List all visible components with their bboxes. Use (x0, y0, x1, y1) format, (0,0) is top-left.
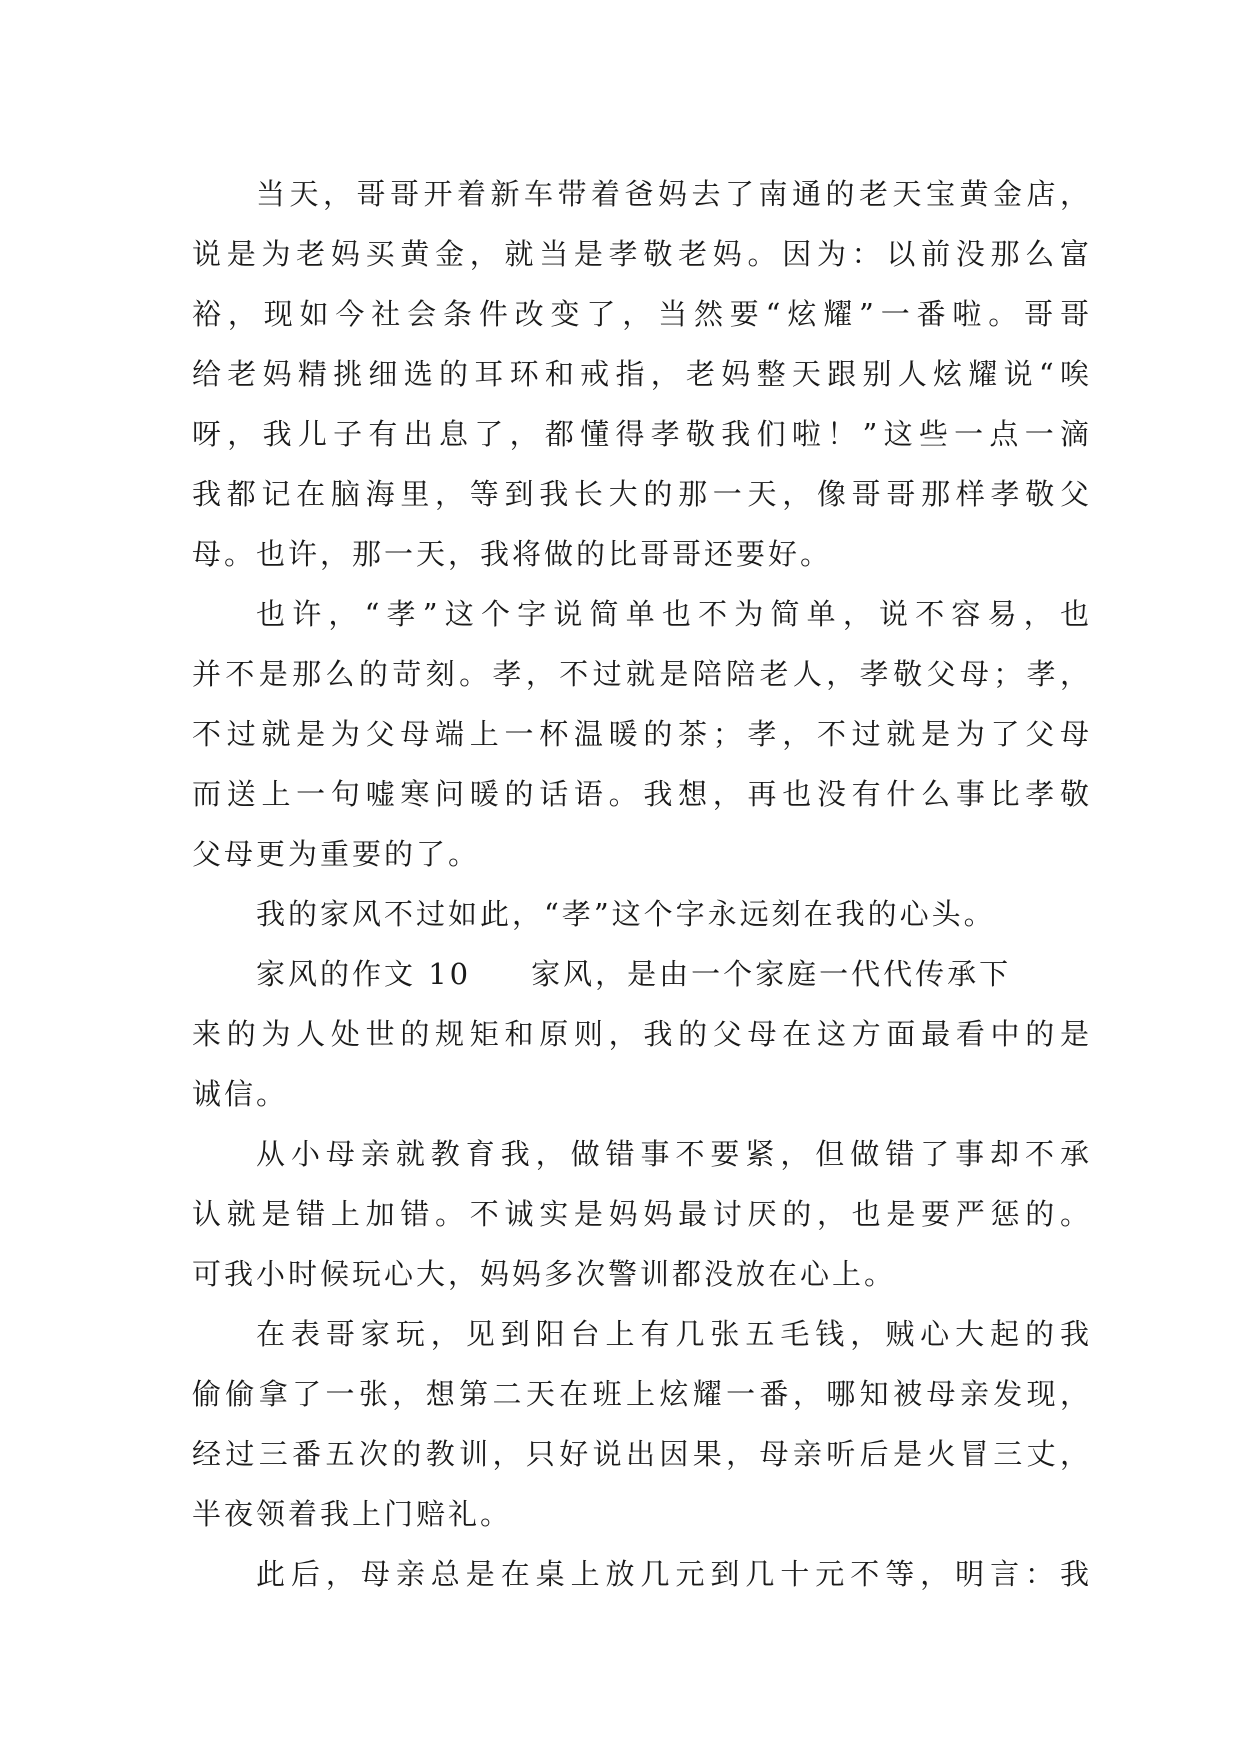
text-line: 不过就是为父母端上一杯温暖的茶；孝，不过就是为了父母 (192, 717, 1092, 751)
text-line-continuation: 家风，是由一个家庭一代代传承下 (531, 957, 1012, 991)
text-line: 而送上一句嘘寒问暖的话语。我想，再也没有什么事比孝敬 (192, 777, 1092, 811)
text-line: 经过三番五次的教训，只好说出因果，母亲听后是火冒三丈， (192, 1437, 1092, 1471)
text-line: 从小母亲就教育我，做错事不要紧，但做错了事却不承 (256, 1137, 1092, 1171)
text-line: 在表哥家玩，见到阳台上有几张五毛钱，贼心大起的我 (256, 1317, 1092, 1351)
text-line: 母。也许，那一天，我将做的比哥哥还要好。 (192, 537, 833, 571)
text-line: 呀，我儿子有出息了，都懂得孝敬我们啦！”这些一点一滴 (192, 417, 1092, 451)
text-line: 来的为人处世的规矩和原则，我的父母在这方面最看中的是 (192, 1017, 1092, 1051)
text-line: 此后，母亲总是在桌上放几元到几十元不等，明言：我 (256, 1557, 1092, 1591)
text-line: 当天，哥哥开着新车带着爸妈去了南通的老天宝黄金店， (256, 177, 1092, 211)
text-line: 裕，现如今社会条件改变了，当然要“炫耀”一番啦。哥哥 (192, 297, 1092, 331)
text-line: 给老妈精挑细选的耳环和戒指，老妈整天跟别人炫耀说“唉 (192, 357, 1092, 391)
text-line: 我都记在脑海里，等到我长大的那一天，像哥哥那样孝敬父 (192, 477, 1092, 511)
text-line: 偷偷拿了一张，想第二天在班上炫耀一番，哪知被母亲发现， (192, 1377, 1092, 1411)
text-line: 可我小时候玩心大，妈妈多次警训都没放在心上。 (192, 1257, 897, 1291)
text-line: 也许，“孝”这个字说简单也不为简单，说不容易，也 (256, 597, 1092, 631)
essay-heading: 家风的作文 10 (256, 957, 472, 991)
text-line: 半夜领着我上门赔礼。 (192, 1497, 513, 1531)
text-line: 认就是错上加错。不诚实是妈妈最讨厌的，也是要严惩的。 (192, 1197, 1092, 1231)
text-line (192, 944, 1092, 1004)
text-line: 我的家风不过如此，“孝”这个字永远刻在我的心头。 (256, 897, 996, 931)
document-body (192, 164, 1092, 1604)
text-line: 父母更为重要的了。 (192, 837, 481, 871)
text-line: 说是为老妈买黄金，就当是孝敬老妈。因为：以前没那么富 (192, 237, 1092, 271)
text-line: 并不是那么的苛刻。孝，不过就是陪陪老人，孝敬父母；孝， (192, 657, 1092, 691)
text-line: 诚信。 (192, 1077, 289, 1111)
